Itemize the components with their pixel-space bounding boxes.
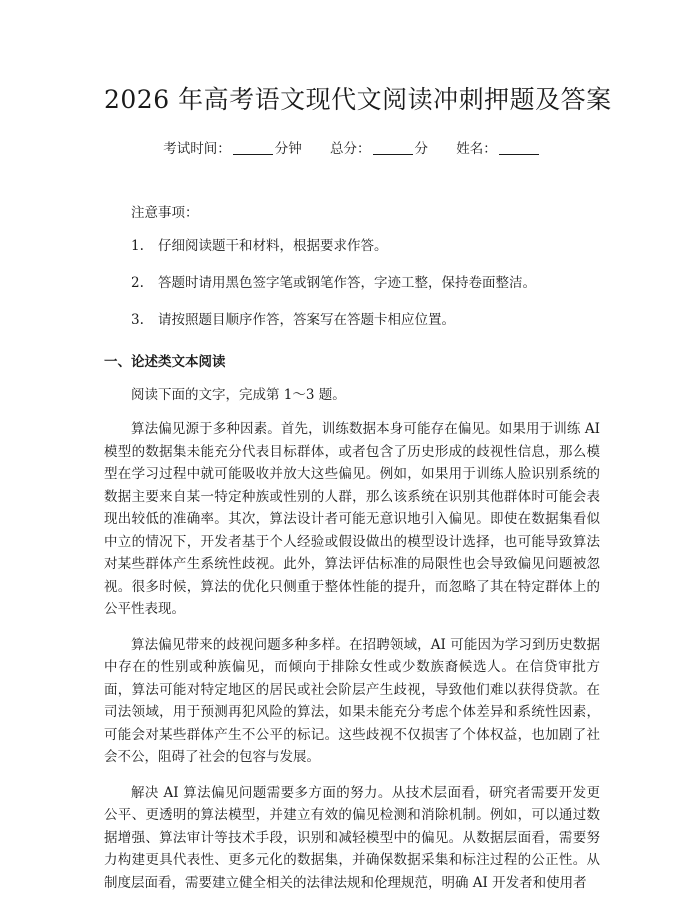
time-blank[interactable]: [233, 140, 273, 155]
name-label: 姓名：: [456, 141, 497, 157]
notice-item-text: 请按照题目顺序作答，答案写在答题卡相应位置。: [158, 312, 455, 328]
notice-item-number: 3.: [131, 312, 144, 328]
section-intro: 阅读下面的文字，完成第 1～3 题。: [131, 387, 346, 403]
body-paragraph: 解决 AI 算法偏见问题需要多方面的努力。从技术层面看，研究者需要开发更公平、更透明的算法模型，并建立有效的偏见检测和消除机制。例如，可以通过数据增强、算法审计等技术手段，识别和减轻模型中的偏见。从数据层面看，需要努力构建更具代表性、更多元化的数据集，并确保数据采集和标注过程的公正性。从制度层面看，需要建立健全相关的法律法规和伦理规范，明确 AI 开发者和使用者: [104, 784, 600, 891]
name-field: [456, 141, 541, 157]
notice-item: [131, 273, 600, 293]
notice-list: [104, 236, 600, 330]
notice-item: [131, 310, 600, 330]
score-blank[interactable]: [373, 140, 413, 155]
notice-item-text: 仔细阅读题干和材料，根据要求作答。: [158, 238, 388, 254]
score-field: [330, 141, 432, 157]
time-field: [163, 141, 306, 157]
name-blank[interactable]: [499, 140, 539, 155]
body-paragraph: 算法偏见源于多种因素。首先，训练数据本身可能存在偏见。如果用于训练 AI 模型的数据集未能充分代表目标群体，或者包含了历史形成的歧视性信息，那么模型在学习过程中就可能吸收并放大这些偏见。例如，如果用于训练人脸识别系统的数据主要来自某一特定种族或性别的人群，那么该系统在识别其他群体时可能会表现出较低的准确率。其次，算法设计者可能无意识地引入偏见。即使在数据集看似中立的情况下，开发者基于个人经验或假设做出的模型设计选择，也可能导致算法对某些群体产生系统性歧视。此外，算法评估标准的局限性也会导致偏见问题被忽视。很多时候，算法的优化只侧重于整体性能的提升，而忽略了其在特定群体上的公平性表现。: [104, 421, 600, 617]
section-heading: 一、论述类文本阅读: [104, 354, 226, 370]
notice-section: [104, 203, 600, 330]
time-label: 考试时间：: [163, 141, 231, 157]
score-label: 总分：: [330, 141, 371, 157]
page-title: 2026 年高考语文现代文阅读冲刺押题及答案: [104, 85, 612, 114]
notice-item-number: 1.: [131, 238, 144, 254]
score-unit: 分: [414, 141, 428, 157]
notice-title: 注意事项：: [131, 205, 199, 221]
exam-meta: [104, 139, 600, 159]
time-unit: 分钟: [274, 141, 302, 157]
notice-item-text: 答题时请用黑色签字笔或钢笔作答，字迹工整，保持卷面整洁。: [158, 275, 536, 291]
notice-item: [131, 236, 600, 256]
body-paragraph: 算法偏见带来的歧视问题多种多样。在招聘领域，AI 可能因为学习到历史数据中存在的性别或种族偏见，而倾向于排除女性或少数族裔候选人。在信贷审批方面，算法可能对特定地区的居民或社会阶层产生歧视，导致他们难以获得贷款。在司法领域，用于预测再犯风险的算法，如果未能充分考虑个体差异和系统性因素，可能会对某些群体产生不公平的标记。这些歧视不仅损害了个体权益，也加剧了社会不公，阻碍了社会的包容与发展。: [104, 636, 600, 765]
notice-item-number: 2.: [131, 275, 144, 291]
